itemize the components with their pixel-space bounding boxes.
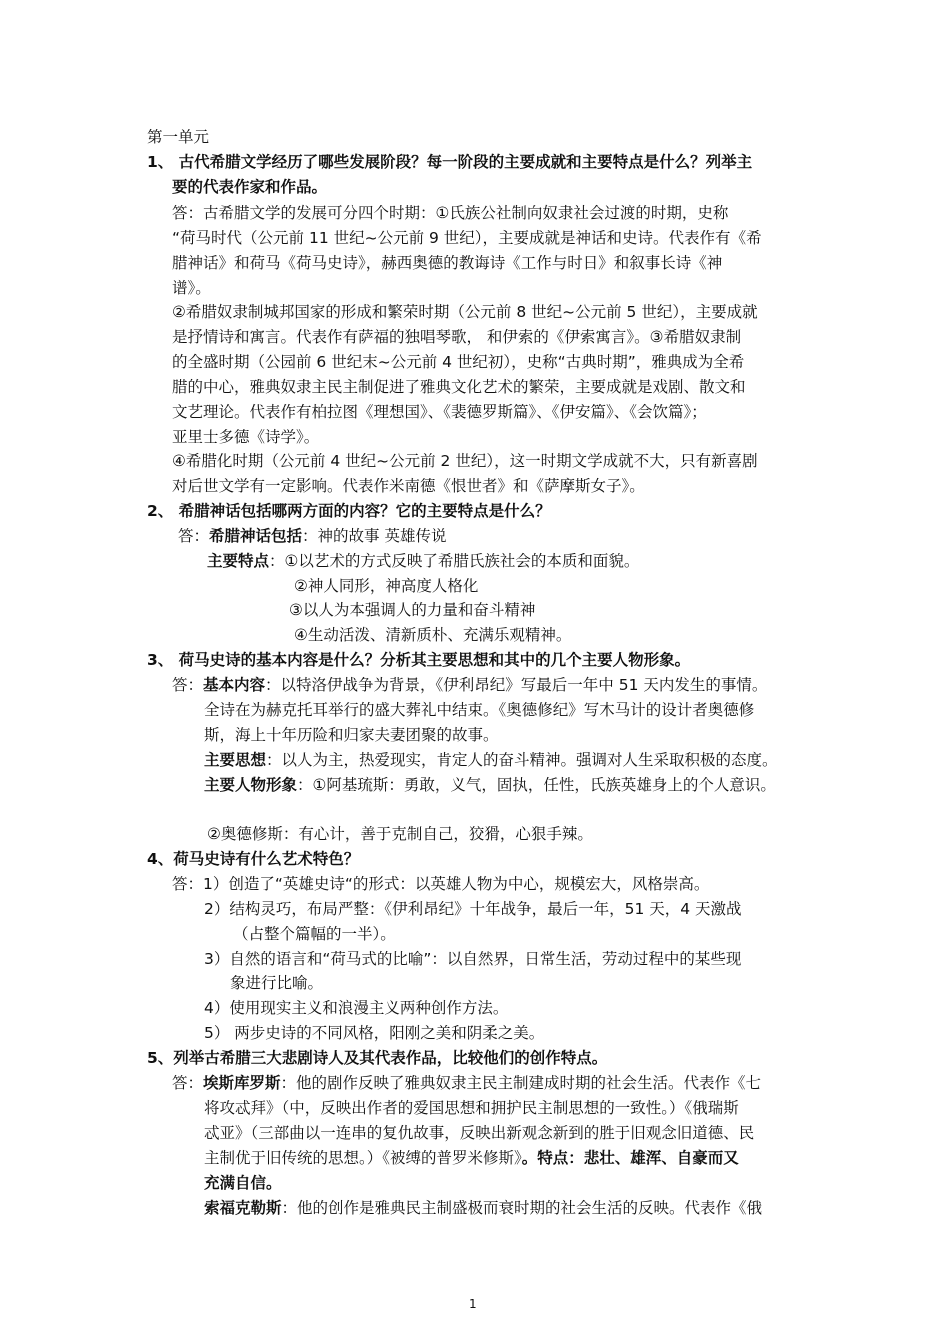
answer-1-line: 腊的中心，雅典奴隶主民主制促进了雅典文化艺术的繁荣，主要成就是戏剧、散文和 [172,378,746,396]
answer-1-line: 答：古希腊文学的发展可分四个时期：①氏族公社制向奴隶社会过渡的时期，史称 [172,204,729,222]
answer-4-line: 3）自然的语言和“荷马式的比喻”：以自然界，日常生活，劳动过程中的某些现 [204,950,742,968]
sophocles-text: ：他的创作是雅典民主制盛极而衰时期的社会生活的反映。代表作《俄 [281,1199,763,1217]
answer-1-line: 谱》。 [172,279,211,297]
question-5-title: 5、列举古希腊三大悲剧诗人及其代表作品，比较他们的创作特点。 [147,1049,608,1067]
aeschylus-label: 埃斯库罗斯 [203,1074,281,1092]
answer-4-line: 象进行比喻。 [230,974,324,992]
answer-1-line: 的全盛时期（公园前 6 世纪末~公元前 4 世纪初），史称“古典时期”，雅典成为全希 [172,353,745,371]
basic-content-line-2: 全诗在为赫克托耳举行的盛大葬礼中结束。《奥德修纪》写木马计的设计者奥德修 [204,701,755,719]
question-2-title: 2、 希腊神话包括哪两方面的内容？它的主要特点是什么？ [147,502,551,520]
aeschylus-text: 主制优于旧传统的思想。）《被缚的普罗米修斯》 [204,1149,522,1167]
aeschylus-line-2: 将攻忒拜》（中，反映出作者的爱国思想和拥护民主制思想的一致性。）《俄瑞斯 [204,1099,739,1117]
answer-1-line: 亚里士多德《诗学》。 [172,428,320,446]
question-1-line-1: 1、 古代希腊文学经历了哪些发展阶段？每一阶段的主要成就和主要特点是什么？列举主 [147,153,753,171]
answer-1-line: ②希腊奴隶制城邦国家的形成和繁荣时期（公元前 8 世纪~公元前 5 世纪），主要成就 [172,303,758,321]
answer-1-line: 腊神话》和荷马《荷马史诗》，赫西奥德的教诲诗《工作与时日》和叙事长诗《神 [172,254,723,272]
myth-content-text: ：神的故事 英雄传说 [302,527,447,545]
characters-text: ：①阿基琉斯：勇敢，义气，固执，任性，氏族英雄身上的个人意识。 [297,776,776,794]
aeschylus-feature: 。特点：悲壮、雄浑、自豪而又 [521,1149,739,1167]
main-idea-label: 主要思想 [204,751,267,769]
aeschylus-line-4 [204,1146,739,1170]
main-idea-text: ：以人为主，热爱现实，肯定人的奋斗精神。强调对人生采取积极的态度。 [266,751,778,769]
characters-line-2: ②奥德修斯：有心计，善于克制自己，狡猾，心狠手辣。 [207,825,593,843]
answer-4-line: 4）使用现实主义和浪漫主义两种创作方法。 [204,999,509,1017]
characters-line-1 [204,773,776,797]
aeschylus-line-3: 忒亚》（三部曲以一连串的复仇故事，反映出新观念新到的胜于旧观念旧道德、民 [204,1124,755,1142]
feature-line-4: ④生动活泼、清新质朴、充满乐观精神。 [294,626,572,644]
basic-content-line-1 [172,673,767,697]
feature-line-2: ②神人同形，神高度人格化 [294,577,479,595]
answer-1-line: 文艺理论。代表作有柏拉图《理想国》、《裴德罗斯篇》、《伊安篇》、《会饮篇》； [172,403,707,421]
answer-1-line: “荷马时代（公元前 11 世纪~公元前 9 世纪），主要成就是神话和史诗。代表作有《希 [172,229,762,247]
feature-line-3: ③以人为本强调人的力量和奋斗精神 [289,601,536,619]
question-1-line-2: 要的代表作家和作品。 [172,178,328,196]
feature-text: ：①以艺术的方式反映了希腊氏族社会的本质和面貌。 [269,552,640,570]
answer-1-line: 是抒情诗和寓言。代表作有萨福的独唱琴歌， 和伊索的《伊索寓言》。③希腊奴隶制 [172,328,742,346]
basic-content-text: ：以特洛伊战争为背景，《伊利昂纪》写最后一年中 51 天内发生的事情。 [265,676,768,694]
answer-4-line: （占整个篇幅的一半）。 [233,925,396,943]
answer-prefix: 答： [172,676,204,694]
question-4-title: 4、荷马史诗有什么艺术特色？ [147,850,360,868]
answer-1-line: 对后世文学有一定影响。代表作米南德《恨世者》和《萨摩斯女子》。 [172,477,645,495]
aeschylus-line-1 [172,1071,761,1095]
aeschylus-text: ：他的剧作反映了雅典奴隶主民主制建成时期的社会生活。代表作《七 [280,1074,762,1092]
unit-title: 第一单元 [147,128,210,146]
answer-4-line: 2）结构灵巧，布局严整：《伊利昂纪》十年战争，最后一年，51 天，4 天激战 [204,900,742,918]
main-idea-line [204,748,778,772]
feature-label: 主要特点 [207,552,270,570]
answer-prefix: 答： [172,1074,204,1092]
answer-2-line [178,524,446,548]
answer-4-line: 答：1）创造了“英雄史诗“的形式：以英雄人物为中心，规模宏大，风格崇高。 [172,875,710,893]
answer-1-line: ④希腊化时期（公元前 4 世纪~公元前 2 世纪），这一时期文学成就不大，只有新喜剧 [172,452,758,470]
basic-content-label: 基本内容 [203,676,266,694]
characters-label: 主要人物形象 [204,776,298,794]
answer-prefix: 答： [178,527,210,545]
page-number: 1 [469,1297,477,1311]
sophocles-line-1 [204,1196,762,1220]
aeschylus-line-5: 充满自信。 [204,1174,282,1192]
myth-content-label: 希腊神话包括 [209,527,303,545]
sophocles-label: 索福克勒斯 [204,1199,282,1217]
feature-line-1 [207,549,639,573]
basic-content-line-3: 斯，海上十年历险和归家夫妻团聚的故事。 [204,726,499,744]
answer-4-line: 5） 两步史诗的不同风格，阳刚之美和阴柔之美。 [204,1024,545,1042]
question-3-title: 3、 荷马史诗的基本内容是什么？分析其主要思想和其中的几个主要人物形象。 [147,651,691,669]
